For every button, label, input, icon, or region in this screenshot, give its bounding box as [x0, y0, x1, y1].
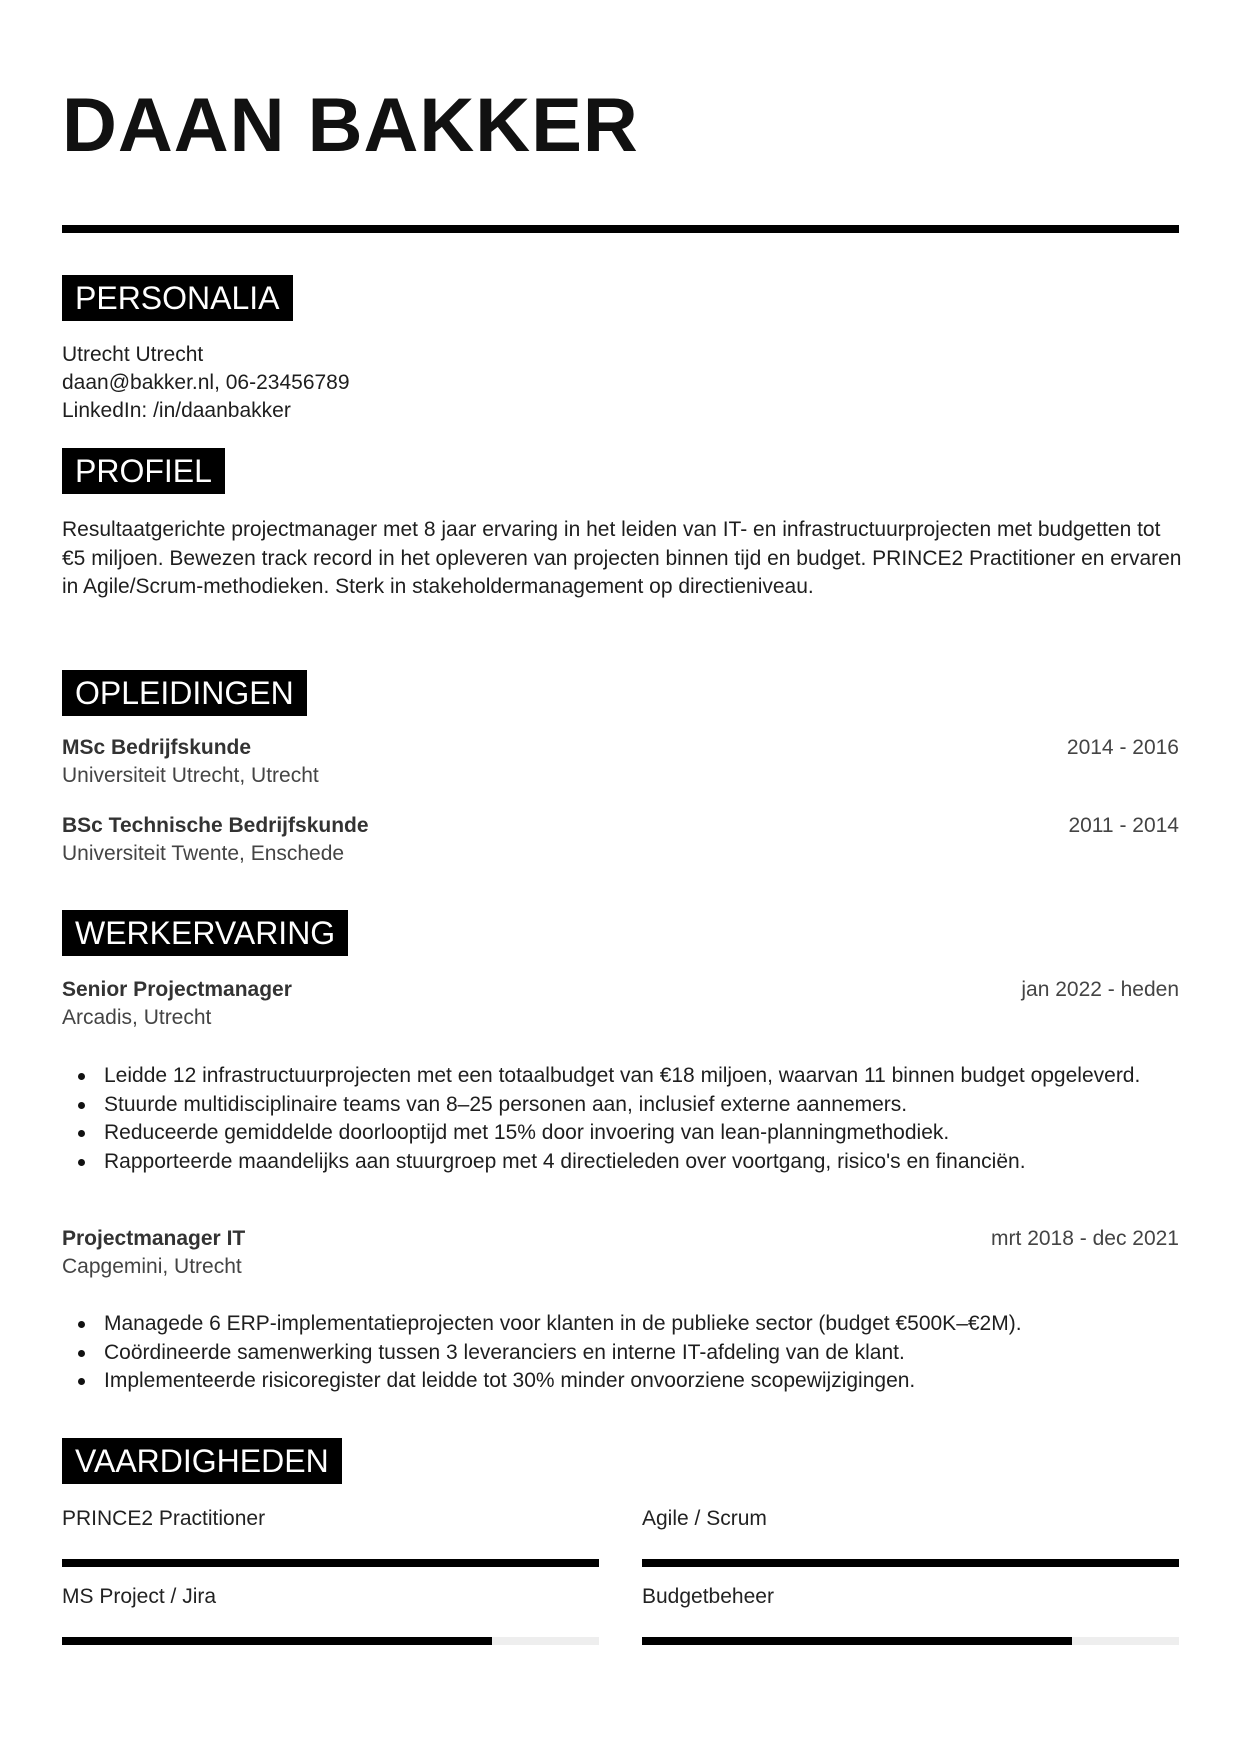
education-degree: BSc Technische Bedrijfskunde [62, 814, 369, 837]
section-title-personalia: PERSONALIA [62, 275, 293, 321]
education-period: 2014 - 2016 [1066, 736, 1179, 759]
skill-level-track [62, 1559, 599, 1567]
skill-level-track [642, 1559, 1179, 1567]
skill-item [62, 1505, 599, 1533]
list-item: Implementeerde risicoregister dat leidde tot 30% minder onvoorziene scopewijzigingen. [62, 1367, 1172, 1396]
list-item: Reduceerde gemiddelde doorlooptijd met 15% door invoering van lean-planningmethodiek. [62, 1119, 1172, 1148]
experience-period: mrt 2018 - dec 2021 [991, 1227, 1179, 1250]
candidate-name: DAAN BAKKER [62, 83, 639, 168]
skill-level-fill [62, 1559, 599, 1567]
list-item: Stuurde multidisciplinaire teams van 8–25 personen aan, inclusief externe aannemers. [62, 1091, 1172, 1120]
education-institution: Universiteit Utrecht, Utrecht [62, 764, 319, 787]
section-title-werkervaring: WERKERVARING [62, 910, 348, 956]
skill-level-fill [642, 1559, 1179, 1567]
skill-item [642, 1505, 1179, 1533]
personal-location: Utrecht Utrecht [62, 343, 204, 366]
skill-item [642, 1583, 1179, 1611]
skill-level-track [642, 1637, 1179, 1645]
section-title-opleidingen: OPLEIDINGEN [62, 670, 307, 716]
experience-bullets [62, 1062, 1172, 1176]
skill-level-fill [62, 1637, 492, 1645]
list-item: Rapporteerde maandelijks aan stuurgroep met 4 directieleden over voortgang, risico's en financiën. [62, 1148, 1172, 1177]
list-item: Managede 6 ERP-implementatieprojecten voor klanten in de publieke sector (budget €500K–€2M). [62, 1310, 1172, 1339]
experience-company: Arcadis, Utrecht [62, 1006, 212, 1029]
list-item: Leidde 12 infrastructuurprojecten met een totaalbudget van €18 miljoen, waarvan 11 binnen budget opgeleverd. [62, 1062, 1172, 1091]
experience-company: Capgemini, Utrecht [62, 1255, 242, 1278]
education-institution: Universiteit Twente, Enschede [62, 842, 345, 865]
experience-role: Projectmanager IT [62, 1227, 246, 1250]
personal-linkedin: LinkedIn: /in/daanbakker [62, 399, 291, 422]
list-item: Coördineerde samenwerking tussen 3 leveranciers en interne IT-afdeling van de klant. [62, 1339, 1172, 1368]
personal-contact: daan@bakker.nl, 06-23456789 [62, 371, 350, 394]
section-title-profiel: PROFIEL [62, 448, 225, 494]
profile-summary: Resultaatgerichte projectmanager met 8 jaar ervaring in het leiden van IT- en infrastructuurprojecten met budgetten tot €5 miljoen. Bewezen track record in het opleveren van projecten binnen tijd en budget. PRINCE2 Practitioner en ervaren in Agile/Scrum-methodieken. Sterk in stakeholdermanagement op directieniveau. [62, 518, 1182, 598]
skill-name: Budgetbeheer [642, 1585, 774, 1608]
education-period: 2011 - 2014 [1068, 814, 1179, 837]
education-degree: MSc Bedrijfskunde [62, 736, 252, 759]
experience-role: Senior Projectmanager [62, 978, 292, 1001]
skill-name: PRINCE2 Practitioner [62, 1507, 266, 1530]
experience-period: jan 2022 - heden [1021, 978, 1179, 1001]
skill-level-fill [642, 1637, 1072, 1645]
experience-bullets [62, 1310, 1172, 1396]
section-title-vaardigheden: VAARDIGHEDEN [62, 1438, 342, 1484]
skill-item [62, 1583, 599, 1611]
skill-level-track [62, 1637, 599, 1645]
header-divider [62, 225, 1179, 233]
skill-name: MS Project / Jira [62, 1585, 217, 1608]
skill-name: Agile / Scrum [642, 1507, 767, 1530]
